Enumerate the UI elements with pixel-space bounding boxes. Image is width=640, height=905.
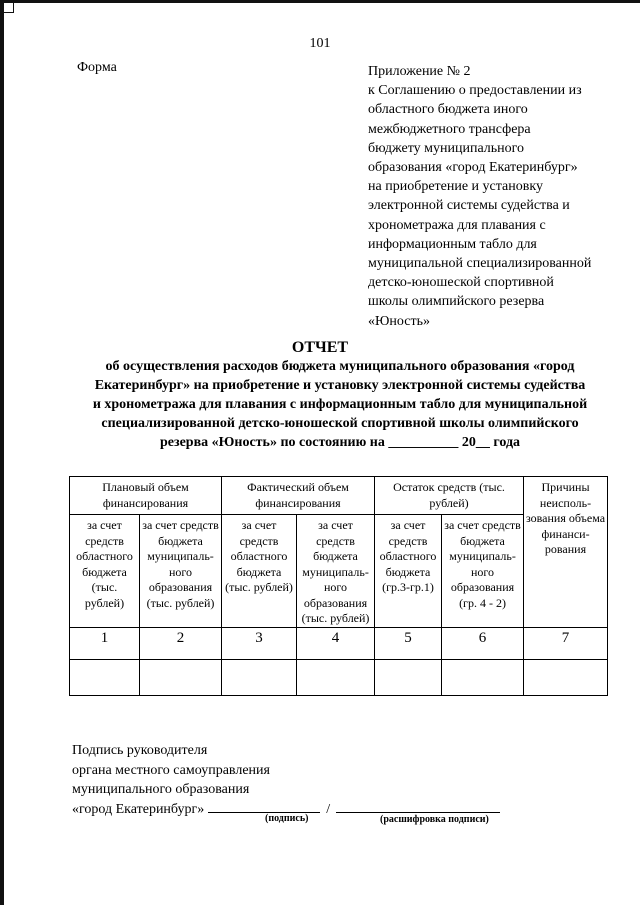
subtitle-line: и хронометража для плавания с информационным табло для муниципальной bbox=[92, 397, 588, 412]
column-header: за счет средств областного бюджета (гр.3-гр.1) bbox=[375, 515, 442, 628]
header-reasons: Причины неисполь-зования объема финанси-рования bbox=[524, 477, 608, 628]
appendix-line: областного бюджета иного bbox=[368, 102, 528, 118]
signature-line: Подпись руководителя bbox=[72, 743, 208, 758]
appendix-line: на приобретение и установку bbox=[368, 179, 543, 195]
subtitle-line: об осуществления расходов бюджета муниципального образования «город bbox=[105, 359, 575, 374]
signature-city: «город Екатеринбург» bbox=[72, 801, 205, 817]
appendix-line: муниципальной специализированной bbox=[368, 256, 592, 272]
column-number: 4 bbox=[297, 628, 375, 660]
column-number: 5 bbox=[375, 628, 442, 660]
appendix-line: бюджету муниципального bbox=[368, 140, 525, 156]
scan-border-left bbox=[0, 0, 4, 905]
appendix-line: хронометража для плавания с bbox=[368, 217, 546, 233]
table-row bbox=[70, 660, 608, 696]
report-subtitle bbox=[60, 357, 620, 452]
caption-decode: (расшифровка подписи) bbox=[380, 814, 489, 825]
table-cell bbox=[375, 660, 442, 696]
column-header: за счет средств бюджета муниципаль-ного образования (гр. 4 - 2) bbox=[442, 515, 524, 628]
table-header-row bbox=[70, 477, 608, 515]
header-actual: Фактический объем финансирования bbox=[222, 477, 375, 515]
column-number: 1 bbox=[70, 628, 140, 660]
column-header: за счет средств бюджета муниципаль-ного образования (тыс. рублей) bbox=[297, 515, 375, 628]
column-number-row bbox=[70, 628, 608, 660]
column-header: за счет средств областного бюджета (тыс. рублей) bbox=[70, 515, 140, 628]
appendix-line: Приложение № 2 bbox=[368, 64, 471, 79]
page-number: 101 bbox=[309, 36, 331, 51]
signature-decode-blank bbox=[336, 800, 500, 813]
table-cell bbox=[70, 660, 140, 696]
table-cell bbox=[442, 660, 524, 696]
appendix-line: информационным табло для bbox=[368, 236, 537, 252]
header-planned: Плановый объем финансирования bbox=[70, 477, 222, 515]
subtitle-line: Екатеринбург» на приобретение и установку электронной системы судейства bbox=[94, 378, 586, 393]
appendix-line: электронной системы судейства и bbox=[368, 198, 570, 214]
table-cell bbox=[222, 660, 297, 696]
subtitle-line: резерва «Юность» по состоянию на __________ 20__ года bbox=[159, 435, 521, 450]
column-header: за счет средств бюджета муниципаль-ного образования (тыс. рублей) bbox=[140, 515, 222, 628]
appendix-line: школы олимпийского резерва bbox=[368, 294, 545, 310]
header-remaining: Остаток средств (тыс. рублей) bbox=[375, 477, 524, 515]
caption-signature: (подпись) bbox=[265, 813, 309, 824]
signature-line: органа местного самоуправления bbox=[72, 762, 270, 778]
scan-border-top bbox=[0, 0, 640, 3]
signature-slash: / bbox=[326, 801, 331, 817]
column-number: 7 bbox=[524, 628, 608, 660]
report-title: ОТЧЕТ bbox=[291, 339, 349, 356]
table-cell bbox=[140, 660, 222, 696]
signature-block bbox=[72, 741, 500, 819]
table-cell bbox=[524, 660, 608, 696]
appendix-line: детско-юношеской спортивной bbox=[368, 275, 554, 291]
appendix-line: образования «город Екатеринбург» bbox=[368, 160, 578, 176]
appendix-line: к Соглашению о предоставлении из bbox=[368, 83, 582, 99]
scan-border-corner bbox=[4, 3, 14, 13]
signature-line: муниципального образования bbox=[72, 782, 250, 797]
form-label: Форма bbox=[77, 60, 117, 75]
appendix-block bbox=[368, 62, 618, 331]
column-number: 2 bbox=[140, 628, 222, 660]
appendix-line: межбюджетного трансфера bbox=[368, 121, 531, 137]
column-number: 3 bbox=[222, 628, 297, 660]
column-number: 6 bbox=[442, 628, 524, 660]
table-cell bbox=[297, 660, 375, 696]
signature-blank bbox=[208, 800, 320, 813]
report-table bbox=[69, 476, 608, 696]
appendix-line: «Юность» bbox=[368, 313, 430, 329]
column-header: за счет средств областного бюджета (тыс. рублей) bbox=[222, 515, 297, 628]
subtitle-line: специализированной детско-юношеской спортивной школы олимпийского bbox=[101, 416, 579, 431]
